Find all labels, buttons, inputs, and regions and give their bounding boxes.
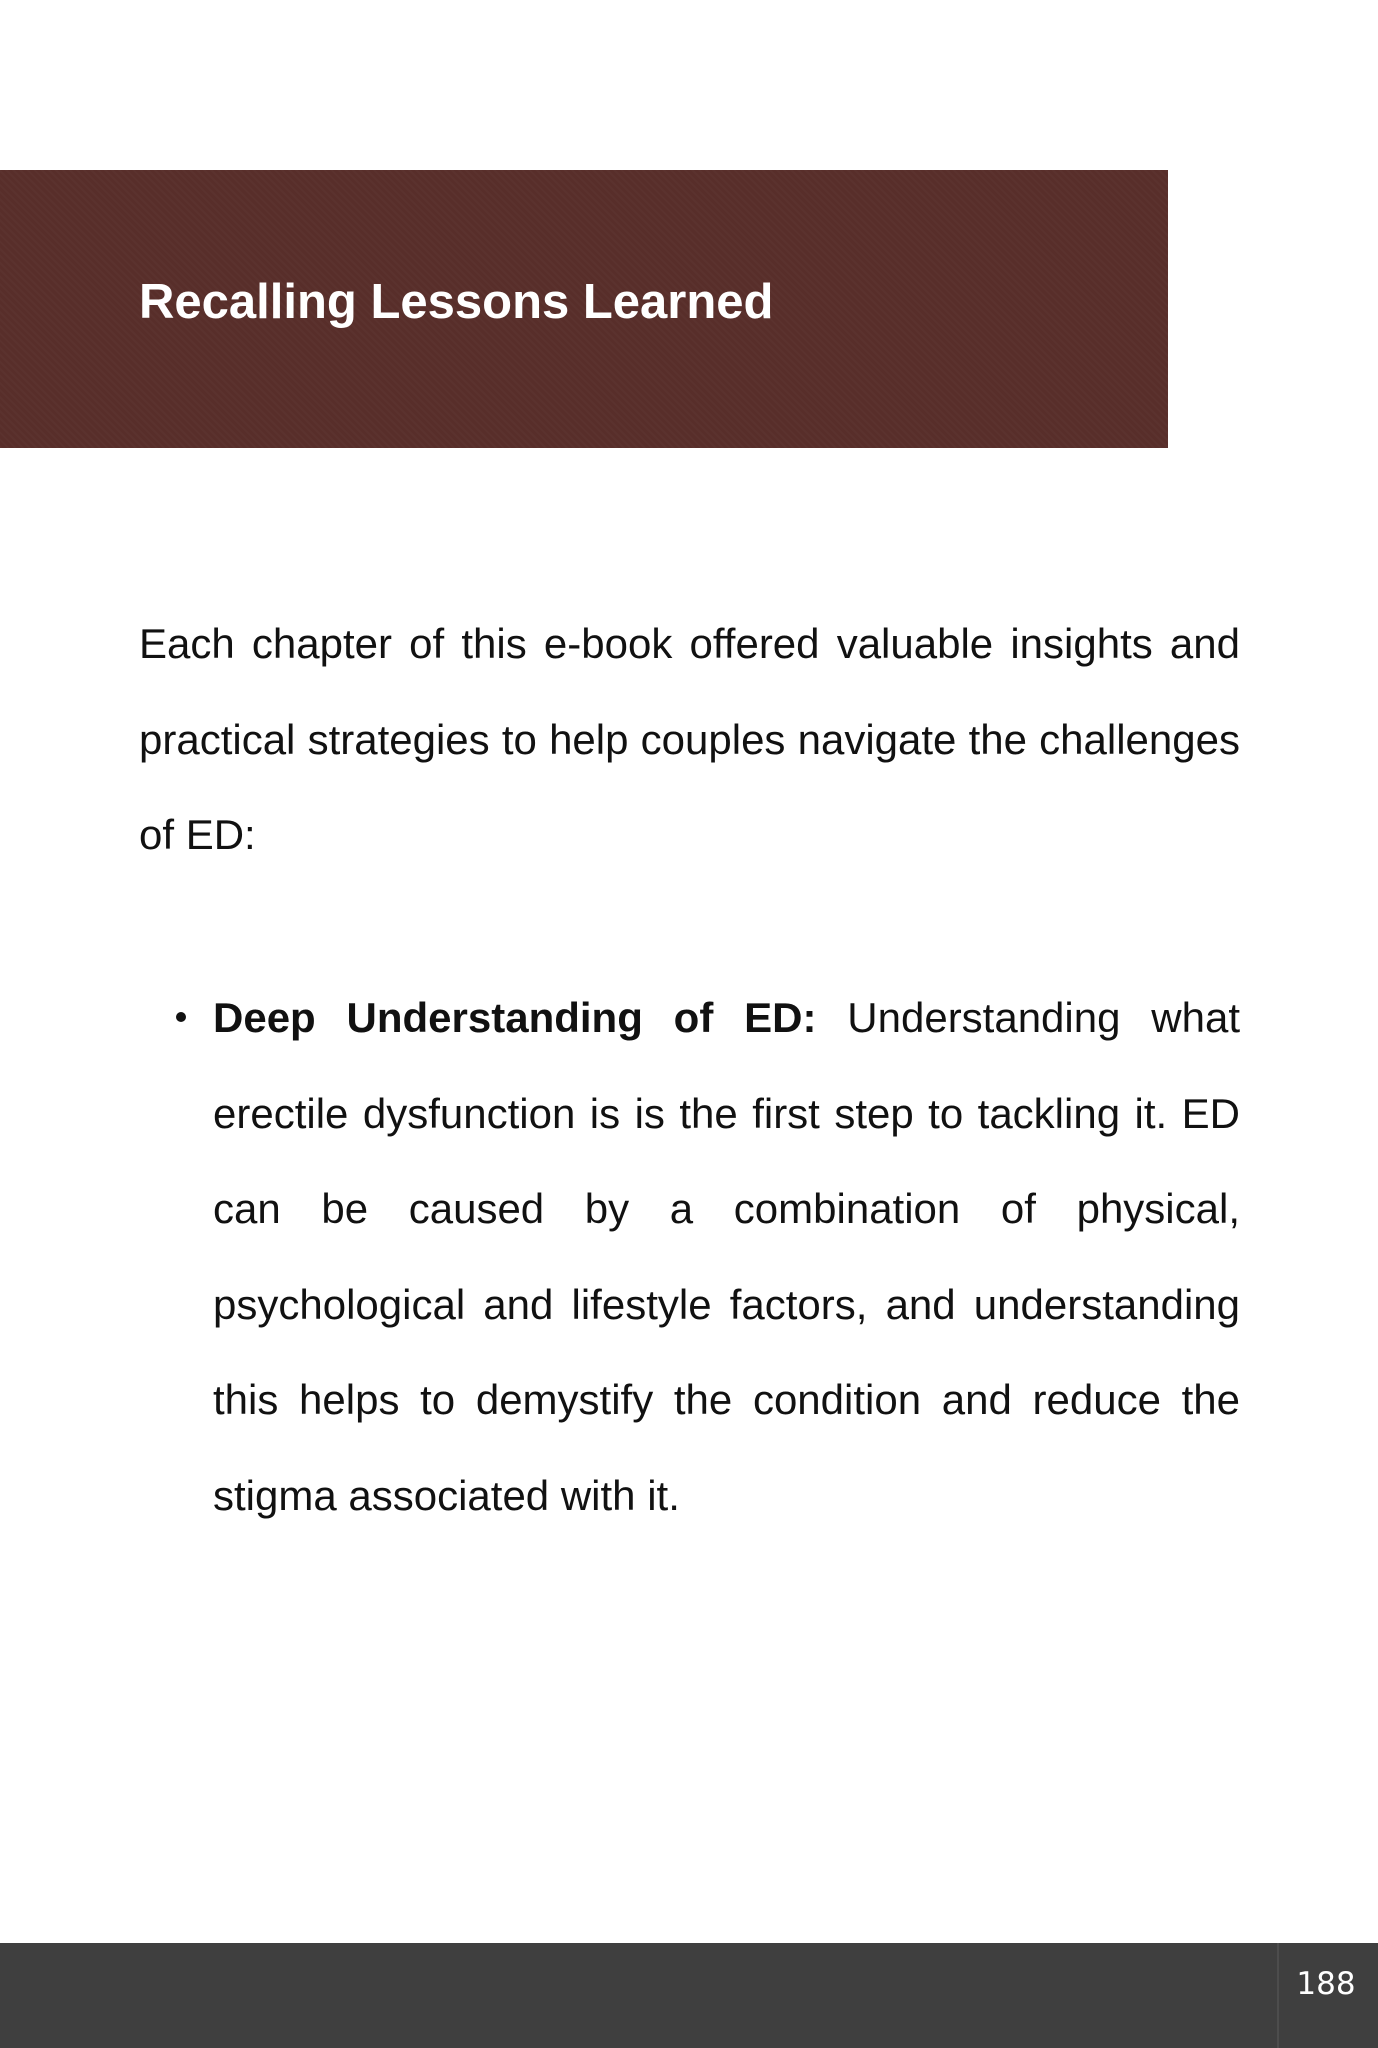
footer-bar	[0, 1943, 1378, 2048]
footer-divider	[1277, 1943, 1279, 2048]
page-number: 188	[1296, 1966, 1356, 2002]
lesson-body: Understanding what erectile dysfunction is is the first step to tackling it. ED can be caused by a combination of physical, psychological and lifestyle factors, and understanding this helps to demystify the condition and reduce the stigma associated with it.	[213, 994, 1240, 1519]
intro-paragraph: Each chapter of this e-book offered valuable insights and practical strategies to help couples navigate the challenges of ED:	[139, 620, 1240, 858]
lesson-heading: Deep Understanding of ED:	[213, 994, 817, 1041]
lessons-list	[213, 970, 1240, 1543]
chapter-title: Recalling Lessons Learned	[139, 275, 774, 329]
list-item	[213, 970, 1240, 1543]
bullet-icon	[176, 1012, 186, 1022]
